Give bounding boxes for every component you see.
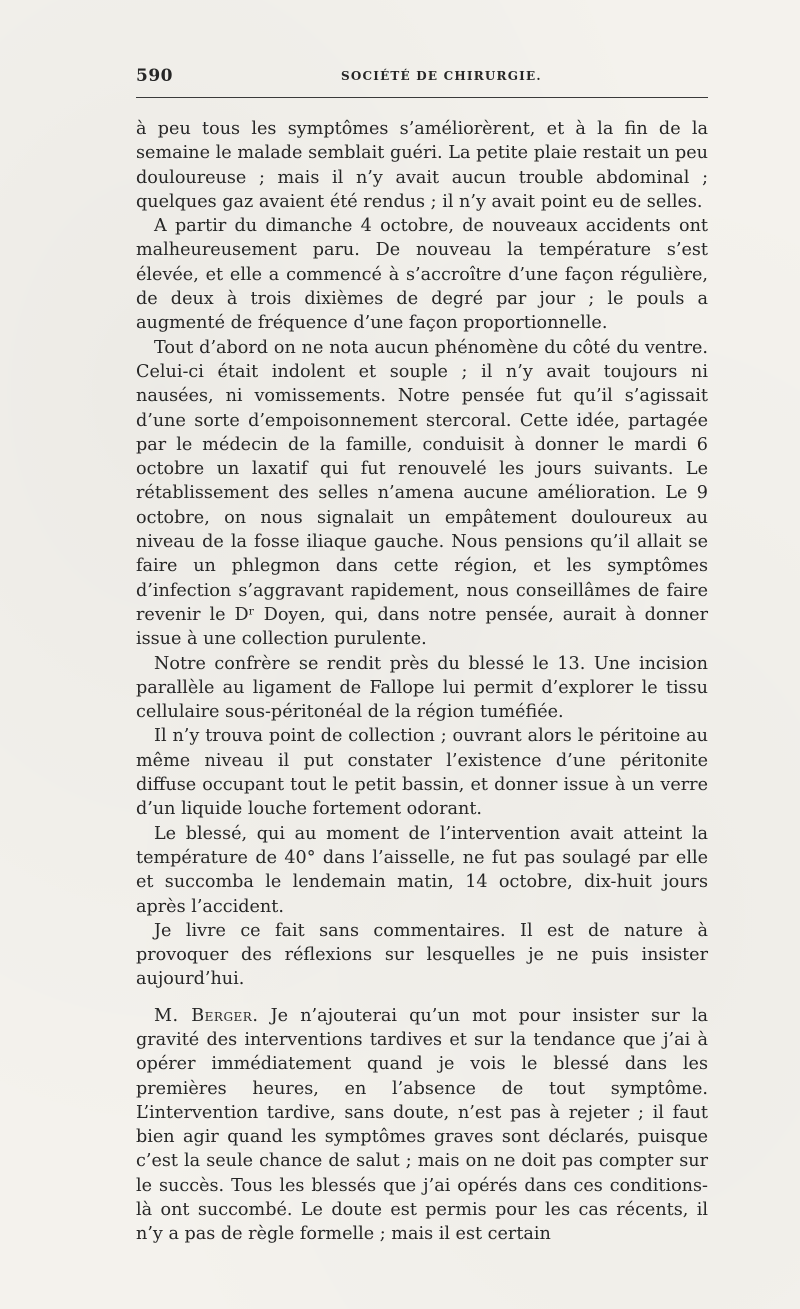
berger-text: Je n’ajouterai qu’un mot pour insister sur la gravité des interventions tardives et sur la tendance que j’ai à opérer immédiatement quand je vois le blessé dans les premières heures, en l’absence de tout symptôme. L’intervention tardive, sans doute, n’est pas à rejeter ; il faut bien agir quand les symptômes graves sont déclarés, puisque c’est la seule chance de salut ; mais on ne doit pas compter sur le succès. Tous les blessés que j’ai opérés dans ces conditions-là ont succombé. Le doute est permis pour les cas récents, il n’y a pas de règle formelle ; mais il est certain <box>136 1005 709 1245</box>
speaker-name: M. Berger. <box>154 1005 259 1026</box>
berger-paragraph <box>136 1004 708 1247</box>
page-number: 590 <box>136 66 173 86</box>
paragraph: A partir du dimanche 4 octobre, de nouveaux accidents ont malheureusement paru. De nouveau la température s’est élevée, et elle a commencé à s’accroître d’une façon régulière, de deux à trois dixièmes de degré par jour ; le pouls a augmenté de fréquence d’une façon proportionnelle. <box>136 216 708 334</box>
paragraph: Notre confrère se rendit près du blessé le 13. Une incision parallèle au ligament de Fallope lui permit d’explorer le tissu cellulaire sous-péritonéal de la région tuméfiée. <box>136 653 708 723</box>
running-head: SOCIÉTÉ DE CHIRURGIE. <box>341 69 542 83</box>
page-header <box>136 66 708 94</box>
paragraph: Il n’y trouva point de collection ; ouvrant alors le péritoine au même niveau il put constater l’existence d’une péritonite diffuse occupant tout le petit bassin, et donner issue à un verre d’un liquide louche fortement odorant. <box>136 726 708 820</box>
paragraph-continuation: à peu tous les symptômes s’améliorèrent, et à la fin de la semaine le malade semblait guéri. La petite plaie restait un peu douloureuse ; mais il n’y avait aucun trouble abdominal ; quelques gaz avaient été rendus ; il n’y avait point eu de selles. <box>136 119 708 212</box>
header-rule <box>136 97 708 98</box>
paragraph: Tout d’abord on ne nota aucun phénomène du côté du ventre. Celui-ci était indolent et souple ; il n’y avait toujours ni nausées, ni vomissements. Notre pensée fut qu’il s’agissait d’une sorte d’empoisonnement stercoral. Cette idée, partagée par le médecin de la famille, conduisit à donner le mardi 6 octobre un laxatif qui fut renouvelé les jours suivants. Le rétablissement des selles n’amena aucune amélioration. Le 9 octobre, on nous signalait un empâtement douloureux au niveau de la fosse iliaque gauche. Nous pensions qu’il allait se faire un phlegmon dans cette région, et les symptômes d’infection s’aggravant rapidement, nous conseillâmes de faire revenir le Dʳ Doyen, qui, dans notre pensée, aurait à donner issue à une collection purulente. <box>136 337 708 650</box>
paragraph: Je livre ce fait sans commentaires. Il est de nature à provoquer des réflexions sur lesquelles je ne puis insister aujourd’hui. <box>136 920 708 990</box>
paragraph: Le blessé, qui au moment de l’intervention avait atteint la température de 40° dans l’aisselle, ne fut pas soulagé par elle et succomba le lendemain matin, 14 octobre, dix-huit jours après l’accident. <box>136 823 708 917</box>
body-text <box>136 117 708 1247</box>
